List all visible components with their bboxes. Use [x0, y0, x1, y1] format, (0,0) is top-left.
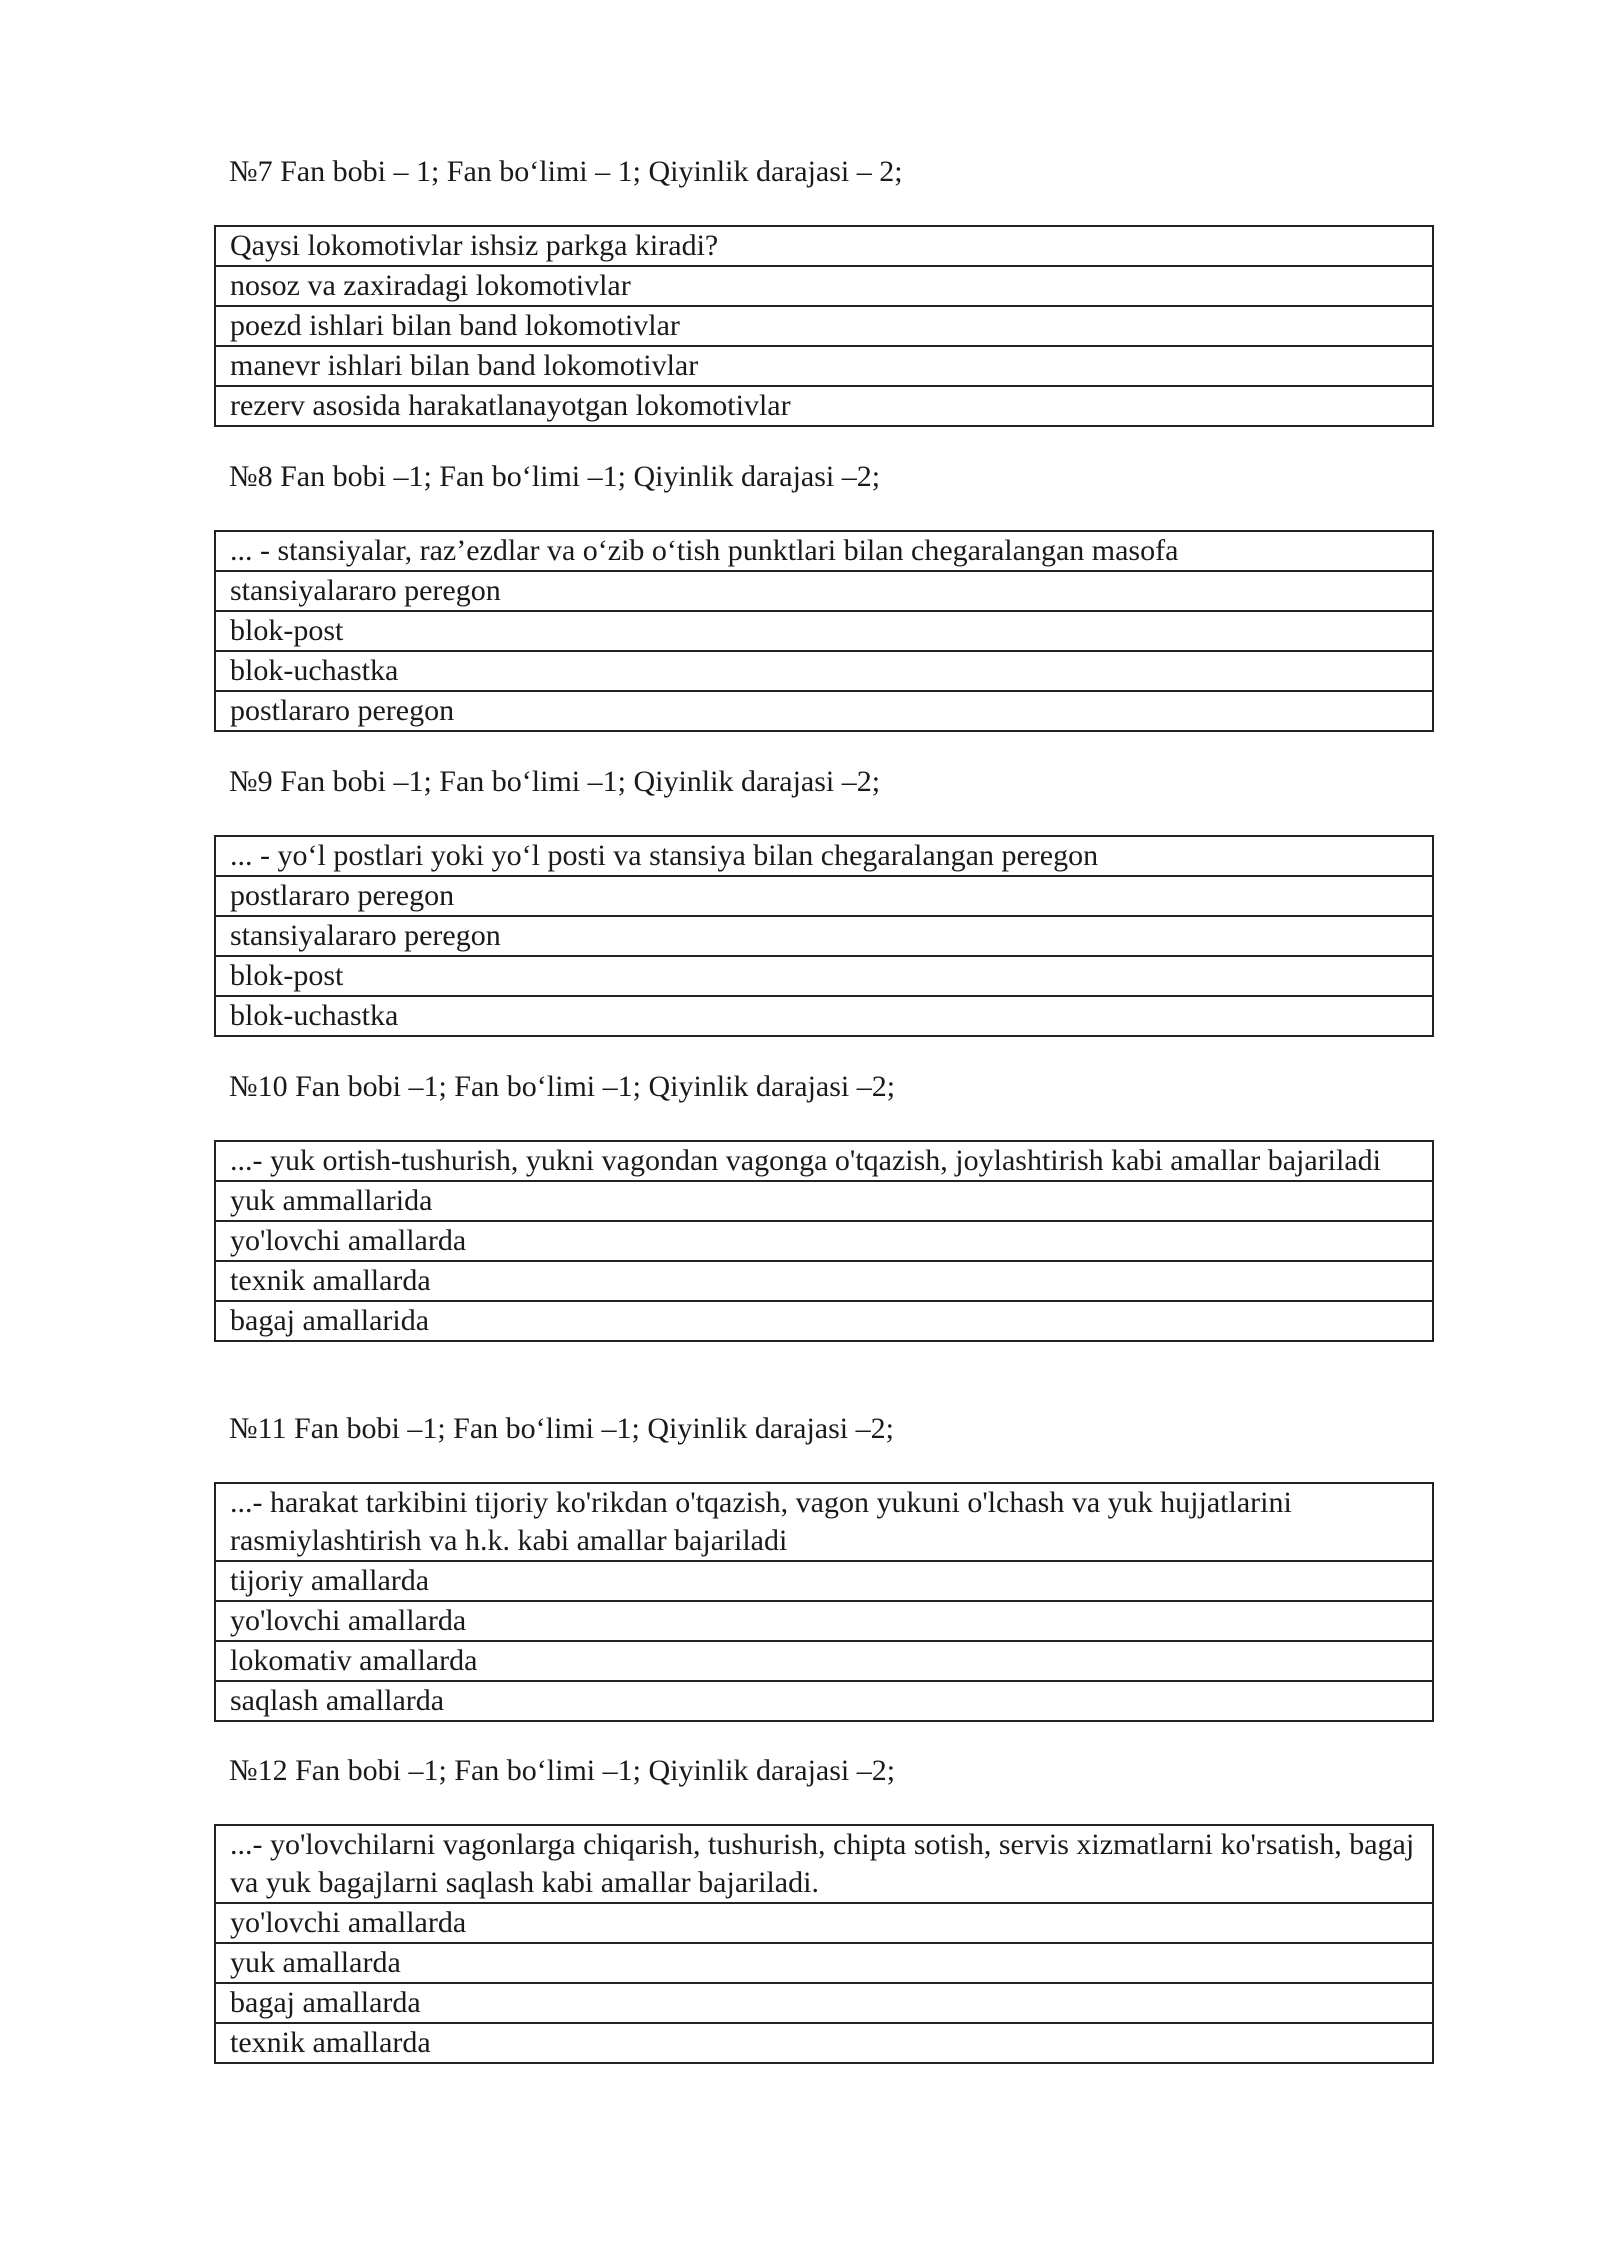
- answer-option: rezerv asosida harakatlanayotgan lokomotivlar: [215, 386, 1433, 426]
- question-row: [215, 836, 1433, 876]
- question-block-11: [214, 1409, 1434, 1722]
- answer-row: [215, 956, 1433, 996]
- answer-row: [215, 1943, 1433, 1983]
- answer-row: [215, 2023, 1433, 2063]
- answer-row: [215, 876, 1433, 916]
- question-heading: №7 Fan bobi – 1; Fan bo‘limi – 1; Qiyinlik darajasi – 2;: [229, 155, 903, 188]
- answer-row: [215, 651, 1433, 691]
- answer-option: tijoriy amallarda: [215, 1561, 1433, 1601]
- answer-option: poezd ishlari bilan band lokomotivlar: [215, 306, 1433, 346]
- answer-option: yo'lovchi amallarda: [215, 1601, 1433, 1641]
- answer-option: bagaj amallarida: [215, 1301, 1433, 1341]
- question-row: [215, 1141, 1433, 1181]
- answer-option: blok-uchastka: [215, 651, 1433, 691]
- question-block-10: [214, 1067, 1434, 1342]
- question-text: ...- harakat tarkibini tijoriy ko'rikdan o'tqazish, vagon yukuni o'lchash va yuk hujjatlarini rasmiylashtirish va h.k. kabi amallar bajariladi: [215, 1483, 1433, 1561]
- answer-option: blok-post: [215, 956, 1433, 996]
- question-heading: №10 Fan bobi –1; Fan bo‘limi –1; Qiyinlik darajasi –2;: [229, 1070, 896, 1103]
- answer-row: [215, 1301, 1433, 1341]
- question-row: [215, 226, 1433, 266]
- answer-option: blok-post: [215, 611, 1433, 651]
- answer-option: stansiyalararo peregon: [215, 571, 1433, 611]
- answer-option: blok-uchastka: [215, 996, 1433, 1036]
- answer-row: [215, 1983, 1433, 2023]
- answer-row: [215, 386, 1433, 426]
- answer-row: [215, 266, 1433, 306]
- answer-option: yo'lovchi amallarda: [215, 1903, 1433, 1943]
- question-row: [215, 1483, 1433, 1561]
- question-text: Qaysi lokomotivlar ishsiz parkga kiradi?: [215, 226, 1433, 266]
- answer-row: [215, 611, 1433, 651]
- answer-option: nosoz va zaxiradagi lokomotivlar: [215, 266, 1433, 306]
- question-block-9: [214, 762, 1434, 1037]
- question-table: [214, 530, 1434, 732]
- question-heading: №12 Fan bobi –1; Fan bo‘limi –1; Qiyinlik darajasi –2;: [229, 1754, 896, 1787]
- question-heading: №8 Fan bobi –1; Fan bo‘limi –1; Qiyinlik darajasi –2;: [229, 460, 881, 493]
- answer-option: yuk ammallarida: [215, 1181, 1433, 1221]
- question-row: [215, 531, 1433, 571]
- answer-option: yuk amallarda: [215, 1943, 1433, 1983]
- question-text: ...- yo'lovchilarni vagonlarga chiqarish, tushurish, chipta sotish, servis xizmatlarni ko'rsatish, bagaj va yuk bagajlarni saqlash kabi amallar bajariladi.: [215, 1825, 1433, 1903]
- question-row: [215, 1825, 1433, 1903]
- answer-row: [215, 691, 1433, 731]
- answer-row: [215, 346, 1433, 386]
- question-text: ...- yuk ortish-tushurish, yukni vagondan vagonga o'tqazish, joylashtirish kabi amallar bajariladi: [215, 1141, 1433, 1181]
- answer-row: [215, 306, 1433, 346]
- question-heading: №11 Fan bobi –1; Fan bo‘limi –1; Qiyinlik darajasi –2;: [229, 1412, 894, 1445]
- question-block-8: [214, 457, 1434, 732]
- answer-row: [215, 996, 1433, 1036]
- question-block-12: [214, 1751, 1434, 2064]
- question-text: ... - stansiyalar, raz’ezdlar va o‘zib o‘tish punktlari bilan chegaralangan masofa: [215, 531, 1433, 571]
- answer-option: texnik amallarda: [215, 2023, 1433, 2063]
- answer-row: [215, 1681, 1433, 1721]
- answer-option: postlararo peregon: [215, 876, 1433, 916]
- answer-option: bagaj amallarda: [215, 1983, 1433, 2023]
- answer-option: texnik amallarda: [215, 1261, 1433, 1301]
- answer-row: [215, 1261, 1433, 1301]
- answer-row: [215, 1903, 1433, 1943]
- answer-row: [215, 1641, 1433, 1681]
- question-table: [214, 835, 1434, 1037]
- question-heading: №9 Fan bobi –1; Fan bo‘limi –1; Qiyinlik darajasi –2;: [229, 765, 881, 798]
- question-block-7: [214, 152, 1434, 427]
- answer-row: [215, 571, 1433, 611]
- answer-option: lokomativ amallarda: [215, 1641, 1433, 1681]
- answer-row: [215, 916, 1433, 956]
- answer-row: [215, 1221, 1433, 1261]
- question-table: [214, 1824, 1434, 2064]
- question-table: [214, 1482, 1434, 1722]
- answer-option: postlararo peregon: [215, 691, 1433, 731]
- answer-option: stansiyalararo peregon: [215, 916, 1433, 956]
- answer-row: [215, 1601, 1433, 1641]
- answer-row: [215, 1561, 1433, 1601]
- question-text: ... - yo‘l postlari yoki yo‘l posti va stansiya bilan chegaralangan peregon: [215, 836, 1433, 876]
- question-table: [214, 225, 1434, 427]
- answer-row: [215, 1181, 1433, 1221]
- answer-option: yo'lovchi amallarda: [215, 1221, 1433, 1261]
- answer-option: saqlash amallarda: [215, 1681, 1433, 1721]
- question-table: [214, 1140, 1434, 1342]
- answer-option: manevr ishlari bilan band lokomotivlar: [215, 346, 1433, 386]
